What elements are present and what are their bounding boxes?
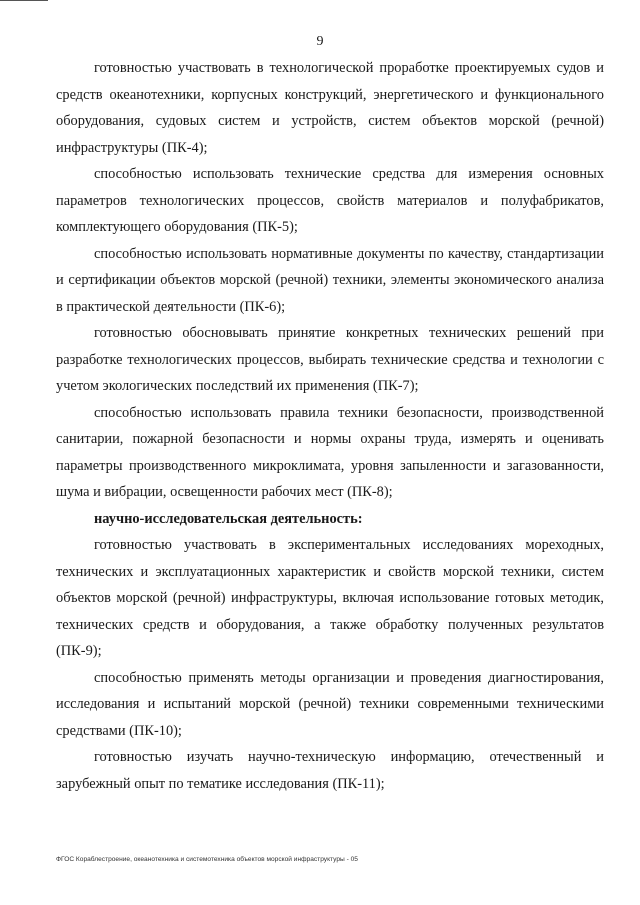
footer-text: ФГОС Кораблестроение, океанотехника и системотехника объектов морской инфраструктуры - 05 <box>56 856 358 863</box>
paragraph-pk9: готовностью участвовать в экспериментальных исследованиях мореходных, технических и эксплуатационных характеристик и свойств морской техники, систем объектов морской (речной) инфраструктуры, включая использование готовых методик, технических средств и оборудования, а также обработку полученных результатов (ПК-9); <box>56 537 604 659</box>
paragraph-pk7: готовностью обосновывать принятие конкретных технических решений при разработке технологических процессов, выбирать технические средства и технологии с учетом экологических последствий их применения (ПК-7); <box>56 325 604 394</box>
paragraph-pk8: способностью использовать правила техники безопасности, производственной санитарии, пожарной безопасности и нормы охраны труда, измерять и оценивать параметры производственного микроклимата, уровня запыленности и загазованности, шума и вибрации, освещенности рабочих мест (ПК-8); <box>56 404 604 500</box>
page-number: 9 <box>316 34 324 49</box>
paragraph-pk6: способностью использовать нормативные документы по качеству, стандартизации и сертификации объектов морской (речной) техники, элементы экономического анализа в практической деятельности (ПК-6); <box>56 245 604 315</box>
document-body <box>56 55 604 797</box>
paragraph-pk4: готовностью участвовать в технологической проработке проектируемых судов и средств океанотехники, корпусных конструкций, энергетического и функционального оборудования, судовых систем и устройств, систем объектов морской (речной) инфраструктуры (ПК-4); <box>56 60 604 156</box>
section-heading: научно-исследовательская деятельность: <box>94 510 363 527</box>
paragraph-pk10: способностью применять методы организации и проведения диагностирования, исследования и испытаний морской (речной) техники современными техническими средствами (ПК-10); <box>56 669 604 739</box>
paragraph-pk5: способностью использовать технические средства для измерения основных параметров технологических процессов, свойств материалов и полуфабрикатов, комплектующего оборудования (ПК-5); <box>56 166 604 235</box>
paragraph-pk11: готовностью изучать научно-техническую информацию, отечественный и зарубежный опыт по тематике исследования (ПК-11); <box>56 749 604 792</box>
scan-corner-line <box>0 0 48 1</box>
